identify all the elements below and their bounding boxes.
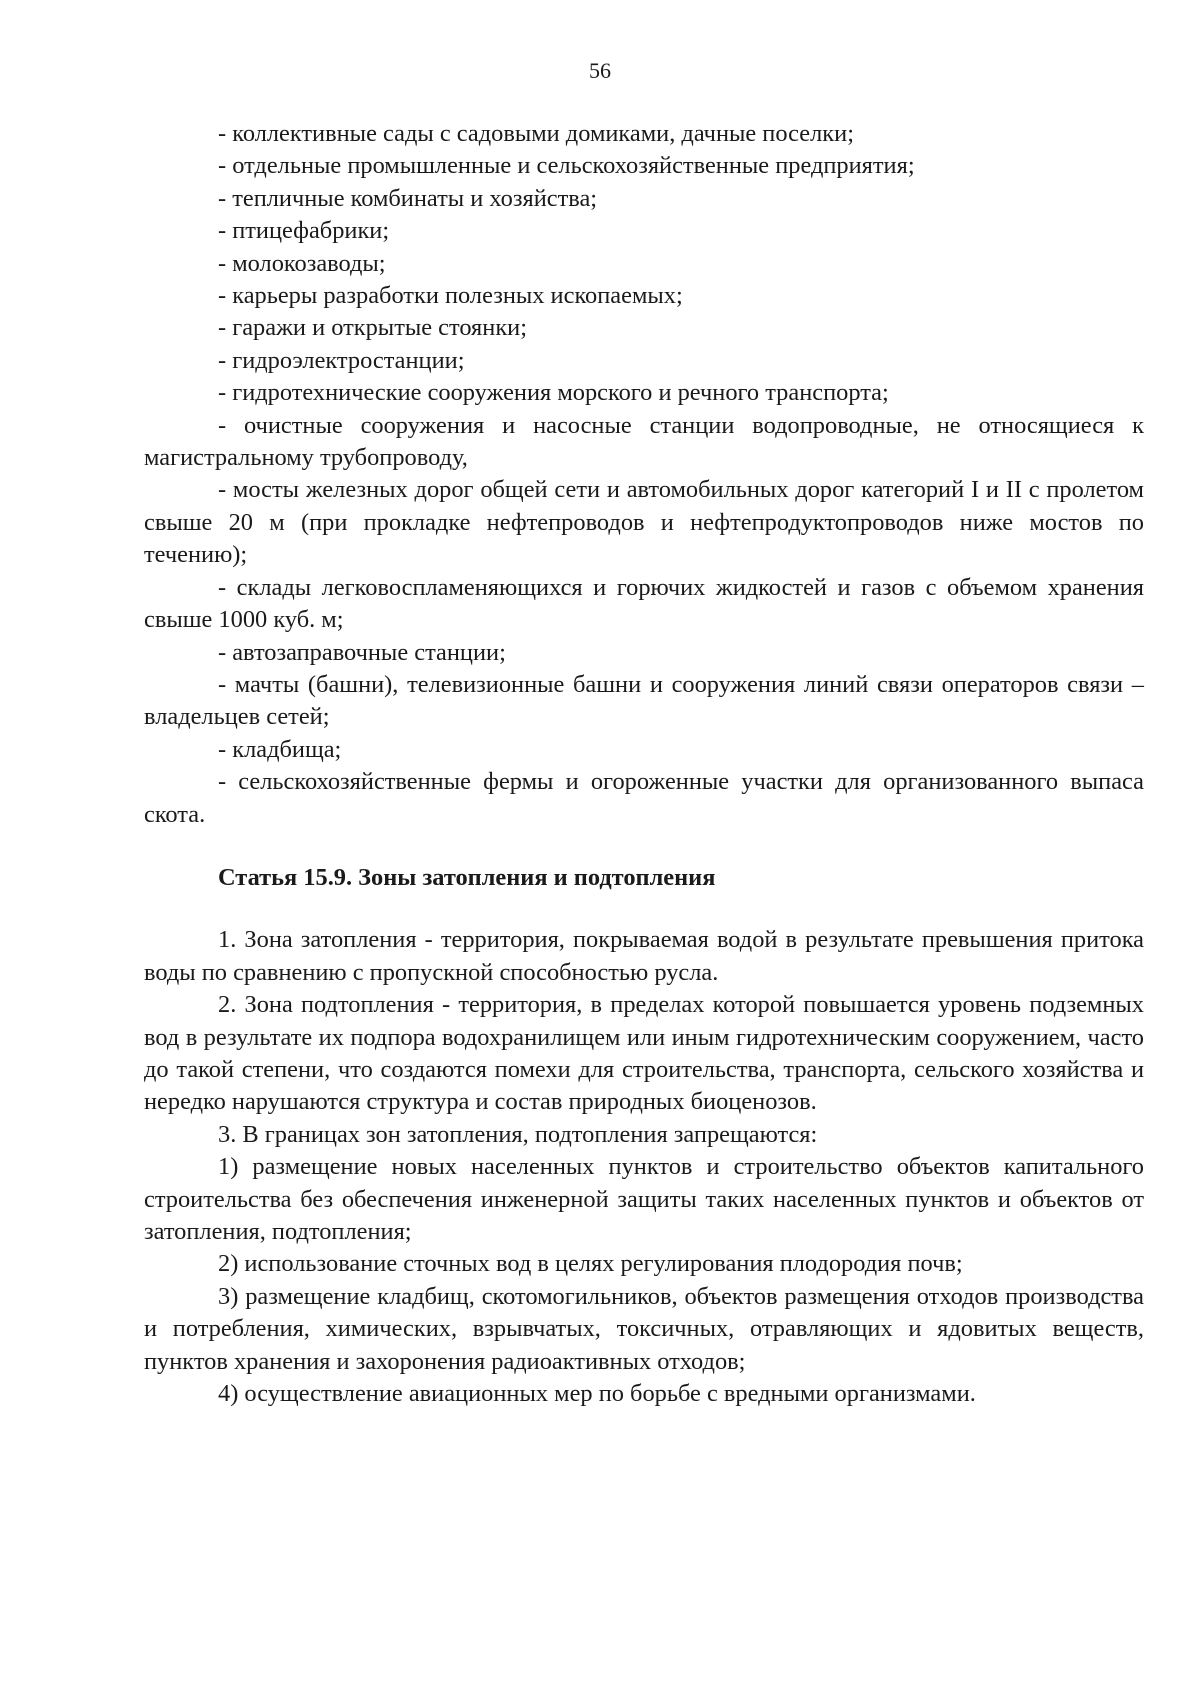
list-item: - мачты (башни), телевизионные башни и сооружения линий связи операторов связи – владельцев сетей;	[144, 670, 1144, 731]
article-paragraph: 3) размещение кладбищ, скотомогильников, объектов размещения отходов производства и потребления, химических, взрывчатых, токсичных, отравляющих и ядовитых веществ, пунктов хранения и захоронения радиоактивных отходов;	[144, 1282, 1144, 1375]
list-item: - птицефабрики;	[218, 217, 390, 245]
article-paragraph: 4) осуществление авиационных мер по борьбе с вредными организмами.	[218, 1380, 976, 1408]
article-paragraph: 1) размещение новых населенных пунктов и строительство объектов капитального строительства без обеспечения инженерной защиты таких населенных пунктов и объектов от затопления, подтопления;	[144, 1153, 1144, 1245]
page-content	[144, 118, 1144, 1410]
page-number: 56	[589, 58, 611, 83]
list-item: - отдельные промышленные и сельскохозяйственные предприятия;	[218, 152, 915, 180]
list-item: - сельскохозяйственные фермы и огороженные участки для организованного выпаса скота.	[144, 768, 1144, 828]
list-item: - склады легковоспламеняющихся и горючих жидкостей и газов с объемом хранения свыше 1000 куб. м;	[144, 573, 1144, 634]
article-paragraph: 2. Зона подтопления - территория, в пределах которой повышается уровень подземных вод в результате их подпора водохранилищем или иным гидротехническим сооружением, часто до такой степени, что создаются помехи для строительства, транспорта, сельского хозяйства и нередко нарушаются структура и состав природных биоценозов.	[144, 991, 1144, 1116]
list-item: - гаражи и открытые стоянки;	[218, 314, 528, 342]
list-item: - коллективные сады с садовыми домиками, дачные поселки;	[218, 120, 854, 147]
article-paragraph: 2) использование сточных вод в целях регулирования плодородия почв;	[218, 1250, 963, 1278]
article-heading: Статья 15.9. Зоны затопления и подтопления	[218, 863, 716, 891]
article-paragraph: 3. В границах зон затопления, подтопления запрещаются:	[218, 1120, 818, 1148]
list-item: - гидроэлектростанции;	[218, 346, 465, 374]
list-item: - очистные сооружения и насосные станции водопроводные, не относящиеся к магистральному трубопроводу,	[144, 411, 1144, 472]
list-item: - автозаправочные станции;	[218, 638, 506, 666]
list-item: - тепличные комбинаты и хозяйства;	[218, 184, 598, 212]
article-body	[144, 924, 1144, 1410]
list-item: - молокозаводы;	[218, 249, 386, 277]
list-section	[144, 118, 1144, 831]
list-item: - кладбища;	[218, 735, 342, 763]
list-item: - мосты железных дорог общей сети и автомобильных дорог категорий I и II с пролетом свыше 20 м (при прокладке нефтепроводов и нефтепродуктопроводов ниже мостов по течению);	[144, 476, 1144, 569]
article-paragraph: 1. Зона затопления - территория, покрываемая водой в результате превышения притока воды по сравнению с пропускной способностью русла.	[144, 926, 1144, 986]
list-item: - гидротехнические сооружения морского и речного транспорта;	[218, 379, 889, 407]
list-item: - карьеры разработки полезных ископаемых;	[218, 282, 683, 310]
